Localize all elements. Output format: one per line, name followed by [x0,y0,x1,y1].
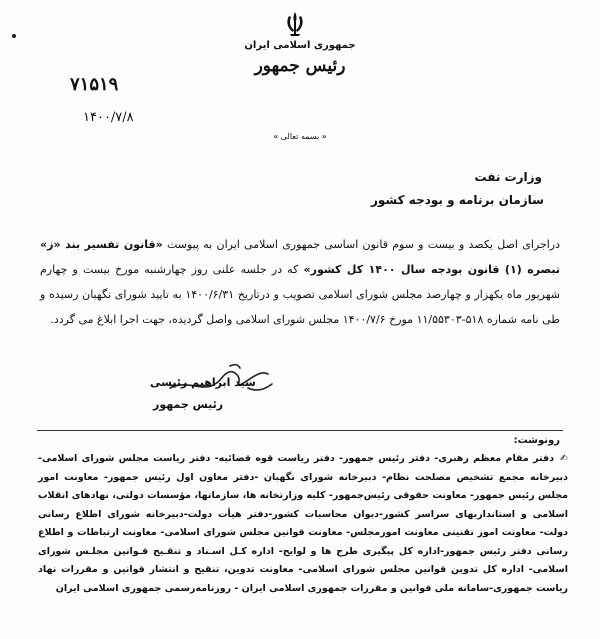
divider-line [37,430,563,431]
copies-list [38,450,568,598]
basmala: « بسمه تعالی » [273,132,327,141]
body-paragraph [40,232,560,332]
letter-date: ۱۴۰۰/۷/۸ [83,110,134,125]
signatory-name: سید ابراهیم رئیسی [150,376,256,389]
copies-text: دفتر مقام معظم رهبری- دفتر رئیس جمهور- دفتر ریاست قوه قضائیه- دفتر ریاست مجلس شورای اسلامی- دبیرخانه مجمع تشخیص مصلحت نظام- دبیرخانه شورای نگهبان -دفتر معاون اول رئیس جمهور- معاونت امور مجلس رئیس جمهور- معاونت حقوقی رئیس‌جمهور- کلیه وزارتخانه ها، سازمانها، مؤسسات دولتی، نهادهای انقلاب اسلامی و استانداریهای سراسر کشور-دیوان محاسبات کشور-دفتر هیأت دولت-دبیرخانه شورای اطلاع رسانی دولت- معاونت امور تقنینی معاونت امورمجلس- معاونت قوانین مجلس شورای اسلامی- معاونت ارتباطات و اطلاع رسانی دفتر رئیس جمهور-اداره کل پیگیری طرح ها و لوایح- اداره کـل اسـناد و تنقـیح قـوانین مجلـس شورای اسلامی- اداره کل تدوین قوانین مجلس شورای اسلامی- معاونت تدوین، تنقیح و انتشار قوانین و مقررات نهاد ریاست جمهوری-سامانه ملی قوانین و مقررات جمهوری اسلامی ایران - روزنامه‌رسمی جمهوری اسلامی ایران [38,453,568,594]
office-name: رئیس جمهور [254,56,346,76]
law-title: «قانون تفسیر بند «ز» تبصره (۱) قانون بودجه سال ۱۴۰۰ کل کشور» [40,238,560,276]
punch-mark [12,34,16,38]
body-text-rest: که در جلسه علنی روز چهارشنبه مورخ بیست و چهارم شهریور ماه یکهزار و چهارصد مجلس شورای اسلامی تصویب و درتاریخ ۱۴۰۰/۶/۳۱ به تایید شورای نگهبان رسیده و طی نامه شماره ۵۱۸-۱۱/۵۵۳۰۳ مورخ ۱۴۰۰/۷/۶ مجلس شورای اسلامی واصل گردیده، جهت اجرا ابلاغ می گردد. [40,263,560,326]
copies-label: رونوشت: [513,435,560,446]
letter-body [40,232,560,332]
recipient-2: سازمان برنامه و بودجه کشور [371,193,544,207]
iran-emblem-icon [283,10,307,38]
signatory-title: رئیس جمهور [153,398,224,411]
copies-paragraph [38,450,568,598]
pen-hand-icon: ✍ [560,453,568,464]
letter-number: ۷۱۵۱۹ [70,74,119,95]
republic-name: جمهوری اسلامی ایران [244,40,356,51]
body-text-intro: دراجرای اصل یکصد و بیست و سوم قانون اساسی جمهوری اسلامی ایران به پیوست [162,238,561,251]
recipient-1: وزارت نفت [474,170,542,184]
